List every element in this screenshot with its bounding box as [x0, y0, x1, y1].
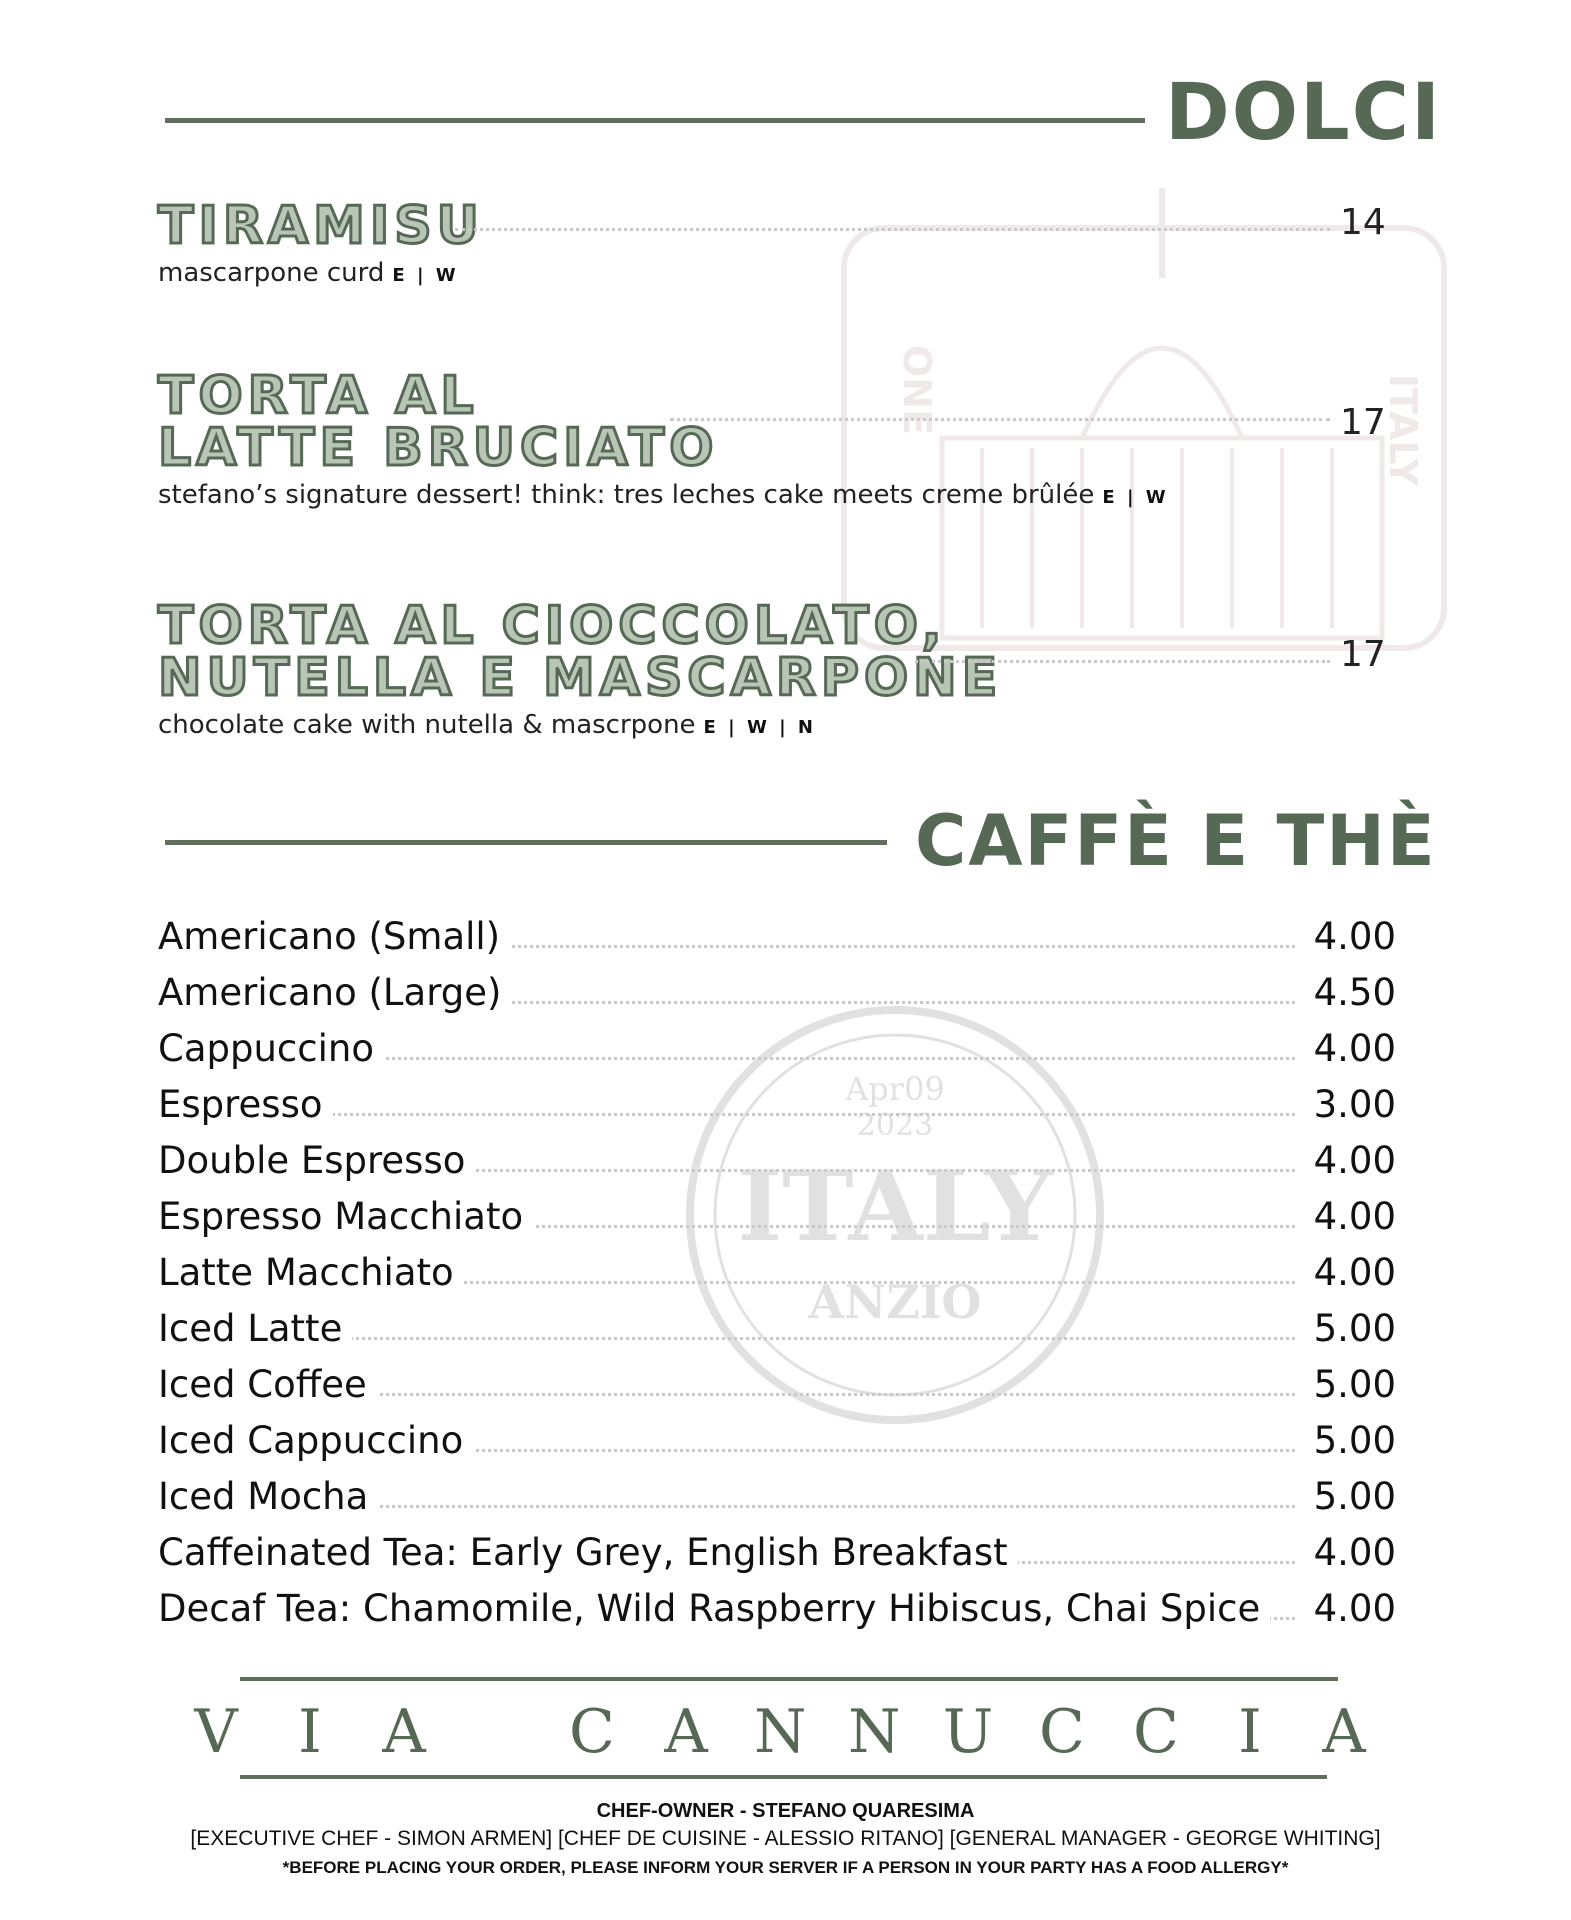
item-price: 5.00	[1298, 1307, 1396, 1350]
footer-top-rule	[240, 1677, 1338, 1681]
item-name: Latte Macchiato	[158, 1251, 464, 1294]
list-item	[158, 1531, 1396, 1587]
list-item	[158, 1475, 1396, 1531]
brand-letter: I	[1238, 1697, 1262, 1767]
list-item	[158, 915, 1396, 971]
restaurant-brand	[190, 1697, 1370, 1767]
item-name: Caffeinated Tea: Early Grey, English Breakfast	[158, 1531, 1018, 1574]
dessert-description-text: chocolate cake with nutella & mascrpone	[158, 710, 696, 740]
brand-letter-space	[472, 1697, 524, 1767]
item-price: 5.00	[1298, 1363, 1396, 1406]
brand-letter: N	[848, 1697, 901, 1767]
list-item	[158, 1307, 1396, 1363]
footer-bottom-rule	[240, 1775, 1327, 1779]
item-price: 4.00	[1298, 1587, 1396, 1630]
dessert-item-tiramisu	[158, 196, 1383, 288]
brand-letter: N	[754, 1697, 807, 1767]
caffe-header-rule	[165, 840, 887, 845]
item-name: Iced Coffee	[158, 1363, 377, 1406]
postmark-city: ANZIO	[808, 1275, 982, 1329]
list-item	[158, 1587, 1396, 1643]
item-price: 4.00	[1298, 1027, 1396, 1070]
postmark-country: ITALY	[737, 1150, 1053, 1263]
brand-letter: A	[1322, 1697, 1366, 1767]
item-price: 4.00	[1298, 1195, 1396, 1238]
item-name: Espresso	[158, 1083, 333, 1126]
dessert-description	[158, 710, 1383, 740]
brand-letter: C	[569, 1697, 615, 1767]
dessert-description-text: mascarpone curd	[158, 258, 385, 288]
chef-owner-credit: CHEF-OWNER - STEFANO QUARESIMA	[596, 1800, 975, 1822]
dessert-name: TIRAMISU	[158, 196, 484, 256]
list-item	[158, 1027, 1396, 1083]
brand-letter: U	[942, 1697, 994, 1767]
item-name: Cappuccino	[158, 1027, 384, 1070]
allergen-codes: E | W | N	[703, 717, 816, 738]
item-name: Americano (Small)	[158, 915, 510, 958]
dessert-name-line2: NUTELLA E MASCARPONE	[158, 648, 1003, 708]
stamp-side-text-right: ITALY	[1381, 373, 1426, 487]
dolci-title: DOLCI	[1165, 68, 1443, 158]
stamp-side-text-left: ONE	[895, 344, 940, 436]
allergen-codes: E | W	[392, 265, 459, 286]
brand-letter: V	[194, 1697, 238, 1767]
item-price: 3.00	[1298, 1083, 1396, 1126]
dessert-name-line1: TORTA AL	[158, 366, 479, 426]
item-price: 4.50	[1298, 971, 1396, 1014]
item-name: Iced Latte	[158, 1307, 352, 1350]
item-name: Espresso Macchiato	[158, 1195, 533, 1238]
dessert-description	[158, 258, 1383, 288]
dessert-description	[158, 480, 1383, 510]
dessert-price: 17	[1340, 402, 1386, 443]
dessert-leader-dots	[670, 418, 1330, 421]
postmark-year: 2023	[856, 1108, 934, 1143]
item-price: 4.00	[1298, 1139, 1396, 1182]
brand-letter: C	[1039, 1697, 1085, 1767]
list-item	[158, 1139, 1396, 1195]
item-price: 4.00	[1298, 1531, 1396, 1574]
dessert-name-line1: TORTA AL CIOCCOLATO,	[158, 596, 947, 656]
item-name: Americano (Large)	[158, 971, 511, 1014]
brand-letter: C	[1133, 1697, 1179, 1767]
brand-letter: A	[382, 1697, 426, 1767]
allergen-codes: E | W	[1102, 487, 1169, 508]
dessert-leader-dots	[455, 228, 1330, 231]
list-item	[158, 1083, 1396, 1139]
dolci-header-rule	[165, 118, 1145, 123]
dessert-price: 17	[1340, 634, 1386, 675]
dessert-price: 14	[1340, 202, 1386, 243]
dessert-name-line2: LATTE BRUCIATO	[158, 418, 719, 478]
item-price: 4.00	[1298, 915, 1396, 958]
list-item	[158, 1419, 1396, 1475]
item-name: Double Espresso	[158, 1139, 475, 1182]
list-item	[158, 1251, 1396, 1307]
list-item	[158, 1195, 1396, 1251]
item-name: Iced Mocha	[158, 1475, 378, 1518]
item-name: Iced Cappuccino	[158, 1419, 473, 1462]
dessert-leader-dots	[915, 660, 1330, 663]
item-price: 5.00	[1298, 1419, 1396, 1462]
item-name: Decaf Tea: Chamomile, Wild Raspberry Hibiscus, Chai Spice	[158, 1587, 1270, 1630]
item-price: 5.00	[1298, 1475, 1396, 1518]
brand-letter: A	[664, 1697, 708, 1767]
dessert-description-text: stefano’s signature dessert! think: tres leches cake meets creme brûlée	[158, 480, 1095, 510]
item-price: 4.00	[1298, 1251, 1396, 1294]
postmark-date: Apr09	[845, 1070, 945, 1108]
list-item	[158, 1363, 1396, 1419]
caffe-title: CAFFÈ E THÈ	[915, 800, 1437, 882]
brand-letter: I	[298, 1697, 322, 1767]
list-item	[158, 971, 1396, 1027]
staff-credits: [EXECUTIVE CHEF - SIMON ARMEN] [CHEF DE CUISINE - ALESSIO RITANO] [GENERAL MANAGER - GEORGE WHITING]	[190, 1827, 1381, 1850]
allergy-notice: *BEFORE PLACING YOUR ORDER, PLEASE INFORM YOUR SERVER IF A PERSON IN YOUR PARTY HAS A FOOD ALLERGY*	[282, 1858, 1289, 1877]
dessert-item-torta-latte	[158, 366, 1383, 510]
dessert-item-torta-cioccolato	[158, 596, 1383, 740]
